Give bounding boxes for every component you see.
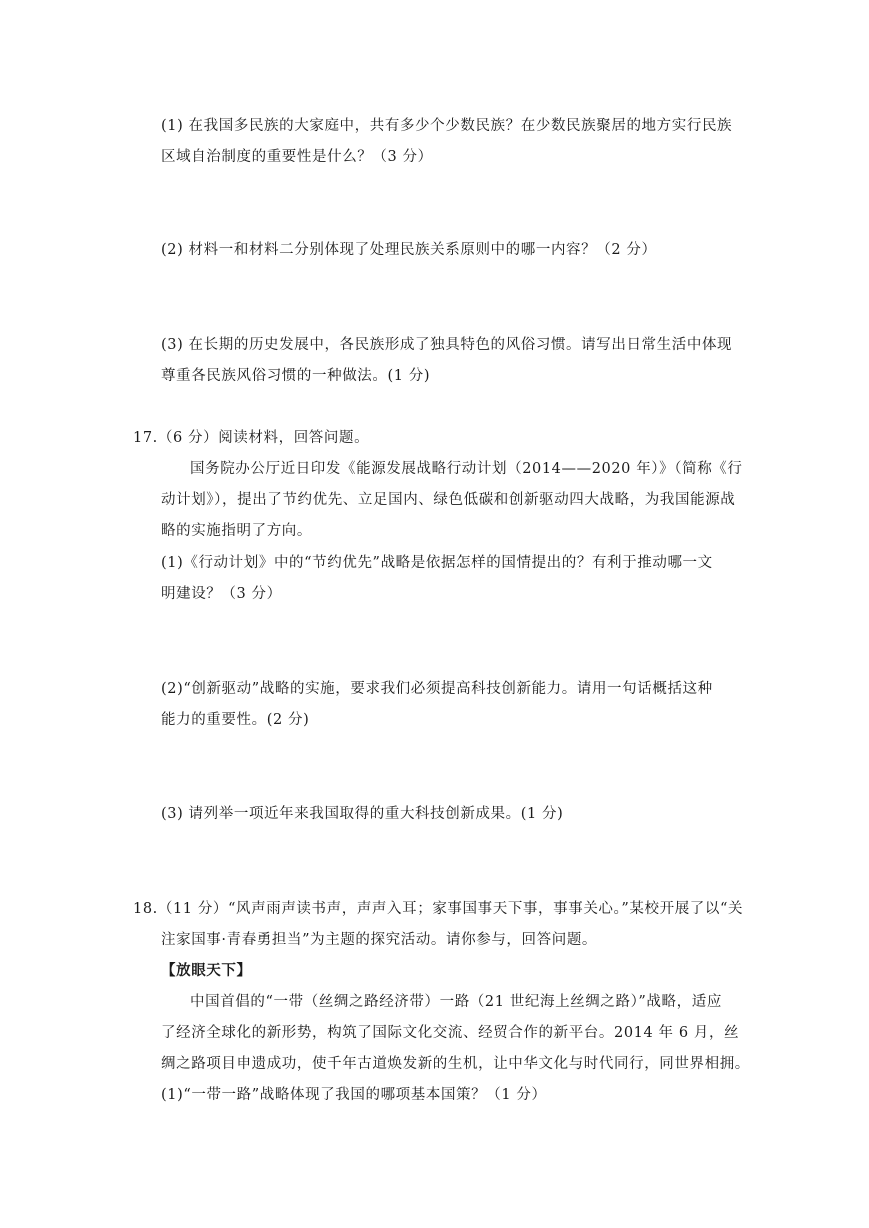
q17-sub2-line1: (2)“创新驱动”战略的实施，要求我们必须提高科技创新能力。请用一句话概括这种 [161,681,713,697]
q17-header: 17.（6 分）阅读材料，回答问题。 [133,430,370,446]
q17-sub2-line2: 能力的重要性。(2 分) [161,712,310,728]
q18-sub1-line1: (1)“一带一路”战略体现了我国的哪项基本国策？（1 分） [161,1087,547,1103]
q16-sub3-line1: (3) 在长期的历史发展中，各民族形成了独具特色的风俗习惯。请写出日常生活中体现 [161,337,733,353]
q16-sub2-line1: (2) 材料一和材料二分别体现了处理民族关系原则中的哪一内容？（2 分） [161,242,657,258]
q16-sub1-line2: 区域自治制度的重要性是什么？（3 分） [161,149,433,165]
q18-material-line1: 中国首倡的“一带（丝绸之路经济带）一路（21 世纪海上丝绸之路）”战略，适应 [190,994,722,1010]
q17-sub1-line1: (1)《行动计划》中的“节约优先”战略是依据怎样的国情提出的？有利于推动哪一文 [161,555,713,571]
q18-section-title: 【放眼天下】 [161,962,252,979]
q18-header-line2: 注家国事·青春勇担当”为主题的探究活动。请你参与，回答问题。 [161,932,598,948]
q16-sub1-line1: (1) 在我国多民族的大家庭中，共有多少个少数民族？在少数民族聚居的地方实行民族 [161,118,733,134]
q18-material-line2: 了经济全球化的新形势，构筑了国际文化交流、经贸合作的新平台。2014 年 6 月，丝 [161,1025,740,1041]
q17-material-line1: 国务院办公厅近日印发《能源发展战略行动计划（2014——2020 年）》（简称《行 [190,461,743,477]
q16-sub3-line2: 尊重各民族风俗习惯的一种做法。(1 分) [161,368,431,384]
q17-sub1-line2: 明建设？（3 分） [161,586,282,602]
q17-sub3-line1: (3) 请列举一项近年来我国取得的重大科技创新成果。(1 分) [161,806,564,822]
q18-material-line3: 绸之路项目申遗成功，使千年古道焕发新的生机，让中华文化与时代同行，同世界相拥。 [161,1056,750,1072]
q17-material-line3: 略的实施指明了方向。 [161,523,312,539]
q18-header-line1: 18.（11 分）“风声雨声读书声，声声入耳；家事国事天下事，事事关心。”某校开展了以“关 [133,901,744,917]
q17-material-line2: 动计划》），提出了节约优先、立足国内、绿色低碳和创新驱动四大战略，为我国能源战 [161,492,736,508]
